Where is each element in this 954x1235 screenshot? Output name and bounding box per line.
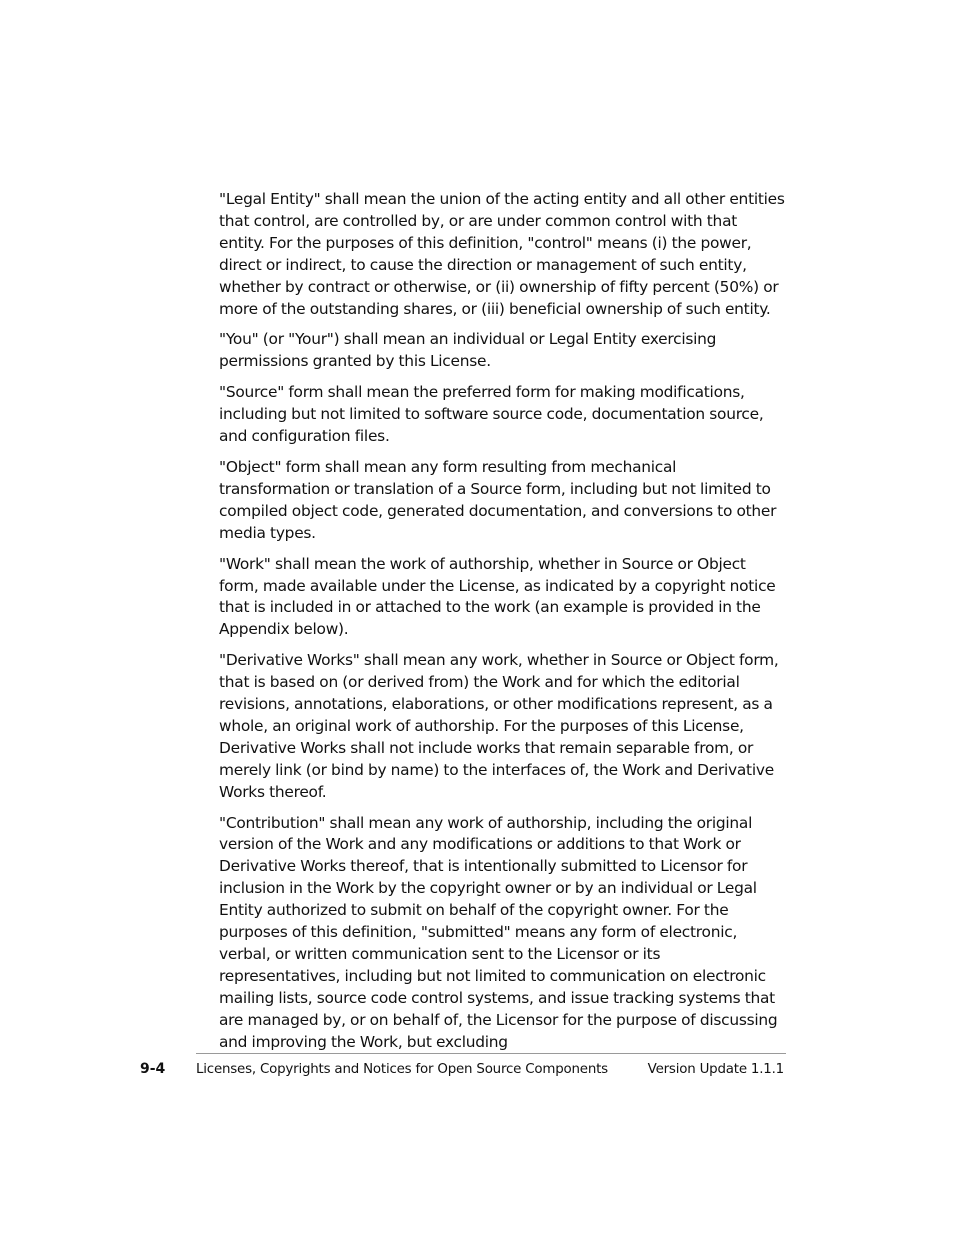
paragraph-derivative-works: "Derivative Works" shall mean any work, whether in Source or Object form, that is based on (or derived from) the Work and for which the editorial revisions, annotations, elaborations, or other modifications represent, as a whole, an original work of authorship. For the purposes of this License, Derivative Works shall not include works that remain separable from, or merely link (or bind by name) to the interfaces of, the Work and Derivative Works thereof. [219,651,779,801]
paragraph-source: "Source" form shall mean the preferred form for making modifications, including but not limited to software source code, documentation source, and configuration files. [219,383,764,446]
page-number: 9-4 [140,1061,166,1077]
footer-title: Licenses, Copyrights and Notices for Open Source Components [196,1062,608,1077]
document-body [219,189,785,1063]
footer-version: Version Update 1.1.1 [647,1062,784,1077]
paragraph-legal-entity: "Legal Entity" shall mean the union of the acting entity and all other entities that control, are controlled by, or are under common control with that entity. For the purposes of this definition, "control" means (i) the power, direct or indirect, to cause the direction or management of such entity, whether by contract or otherwise, or (ii) ownership of fifty percent (50%) or more of the outstanding shares, or (iii) beneficial ownership of such entity. [219,190,785,318]
paragraph-you: "You" (or "Your") shall mean an individual or Legal Entity exercising permissions granted by this License. [219,330,717,371]
paragraph-contribution: "Contribution" shall mean any work of authorship, including the original version of the Work and any modifications or additions to that Work or Derivative Works thereof, that is intentionally submitted to Licensor for inclusion in the Work by the copyright owner or by an individual or Legal Entity authorized to submit on behalf of the copyright owner. For the purposes of this definition, "submitted" means any form of electronic, verbal, or written communication sent to the Licensor or its representatives, including but not limited to communication on electronic mailing lists, source code control systems, and issue tracking systems that are managed by, or on behalf of, the Licensor for the purpose of discussing and improving the Work, but excluding [219,813,778,1051]
paragraph-work: "Work" shall mean the work of authorship, whether in Source or Object form, made available under the License, as indicated by a copyright notice that is included in or attached to the work (an example is provided in the Appendix below). [219,554,776,639]
footer-divider [196,1053,786,1054]
paragraph-object: "Object" form shall mean any form resulting from mechanical transformation or translation of a Source form, including but not limited to compiled object code, generated documentation, and conversions to other media types. [219,457,777,542]
